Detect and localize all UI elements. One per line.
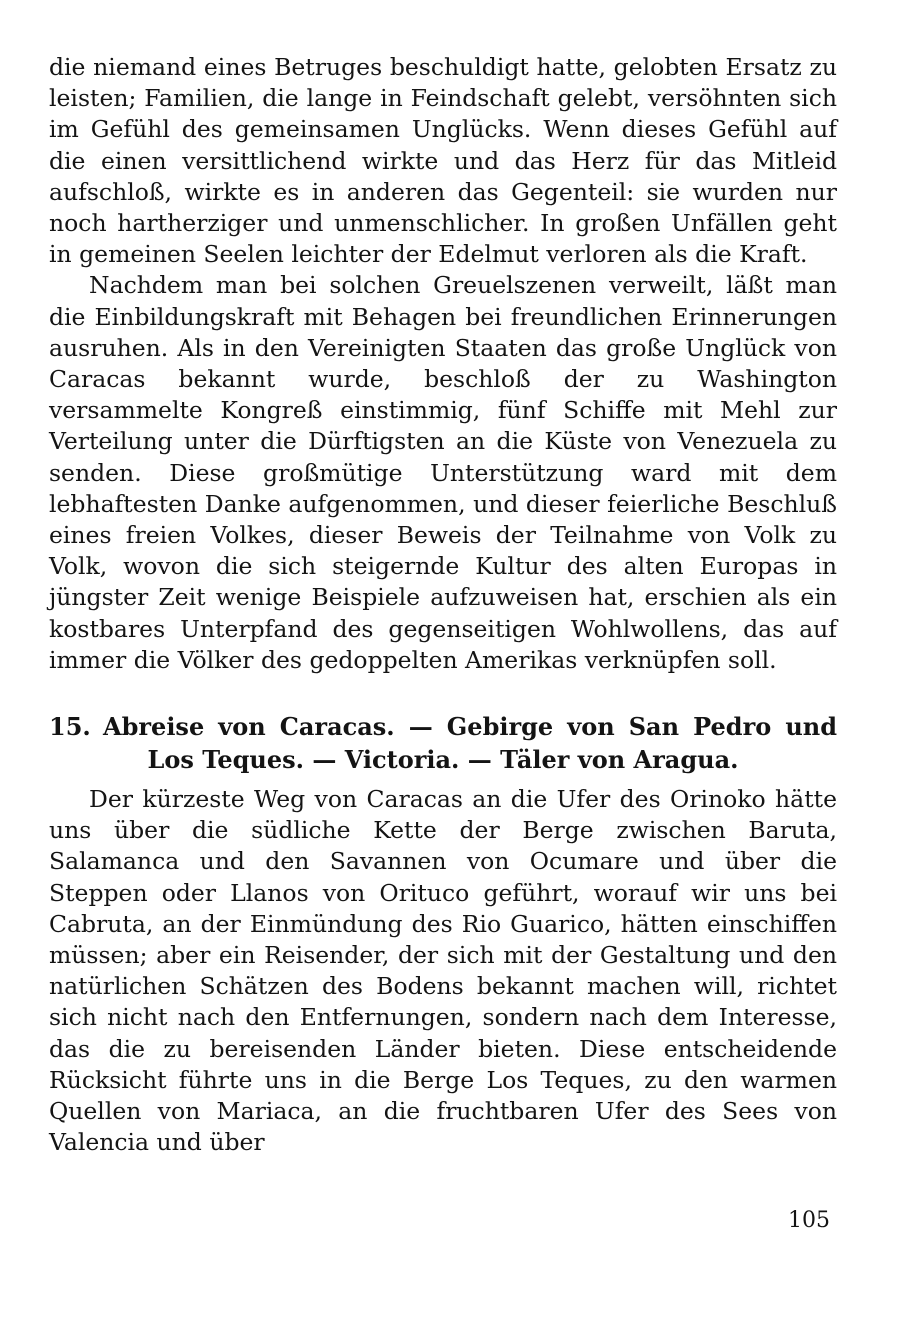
- section-heading: [49, 710, 837, 776]
- paragraph-continuation: die niemand eines Betruges beschuldigt hatte, gelobten Ersatz zu leisten; Familien, die lange in Feindschaft gelebt, versöhnten sich im Gefühl des gemeinsamen Unglücks. Wenn dieses Gefühl auf die einen versittlichend wirkte und das Herz für das Mitleid aufschloß, wirkte es in anderen das Gegenteil: sie wurden nur noch hartherziger und unmenschlicher. In großen Unfällen geht in gemeinen Seelen leichter der Edelmut verloren als die Kraft.: [49, 53, 837, 269]
- section-title-line-1: Abreise von Caracas. — Gebirge von San Pedro und: [103, 712, 837, 742]
- paragraph-journey: Der kürzeste Weg von Caracas an die Ufer des Orinoko hätte uns über die südliche Kette der Berge zwischen Baruta, Salamanca und den Savannen von Ocumare und über die Steppen oder Llanos von Orituco geführt, worauf wir uns bei Cabruta, an der Einmündung des Rio Guarico, hätten einschiffen müssen; aber ein Reisender, der sich mit der Gestaltung und den natürlichen Schätzen des Bodens bekannt machen will, richtet sich nicht nach den Entfernungen, sondern nach dem Interesse, das die zu bereisenden Länder bieten. Diese entscheidende Rücksicht führte uns in die Berge Los Teques, zu den warmen Quellen von Mariaca, an die fruchtbaren Ufer des Sees von Valencia und über: [49, 785, 837, 1157]
- paragraph-congress: Nachdem man bei solchen Greuelszenen verweilt, läßt man die Einbildungskraft mit Behagen bei freundlichen Erinnerungen ausruhen. Als in den Vereinigten Staaten das große Unglück von Caracas bekannt wurde, beschloß der zu Washington versammelte Kongreß einstimmig, fünf Schiffe mit Mehl zur Verteilung unter die Dürftigsten an die Küste von Venezuela zu senden. Diese großmütige Unterstützung ward mit dem lebhaftesten Danke aufgenommen, und dieser feierliche Beschluß eines freien Volkes, dieser Beweis der Teilnahme von Volk zu Volk, wovon die sich steigernde Kultur des alten Europas in jüngster Zeit wenige Beispiele aufzuweisen hat, erschien als ein kostbares Unterpfand des gegenseitigen Wohlwollens, das auf immer die Völker des gedoppelten Amerikas verknüpfen soll.: [49, 271, 837, 674]
- section-heading-line-1: [49, 710, 837, 743]
- section-number: 15.: [49, 712, 91, 742]
- page-number: 105: [788, 1208, 830, 1233]
- section-title-line-2: Los Teques. — Victoria. — Täler von Aragua.: [147, 745, 739, 775]
- page-body: [49, 52, 837, 1159]
